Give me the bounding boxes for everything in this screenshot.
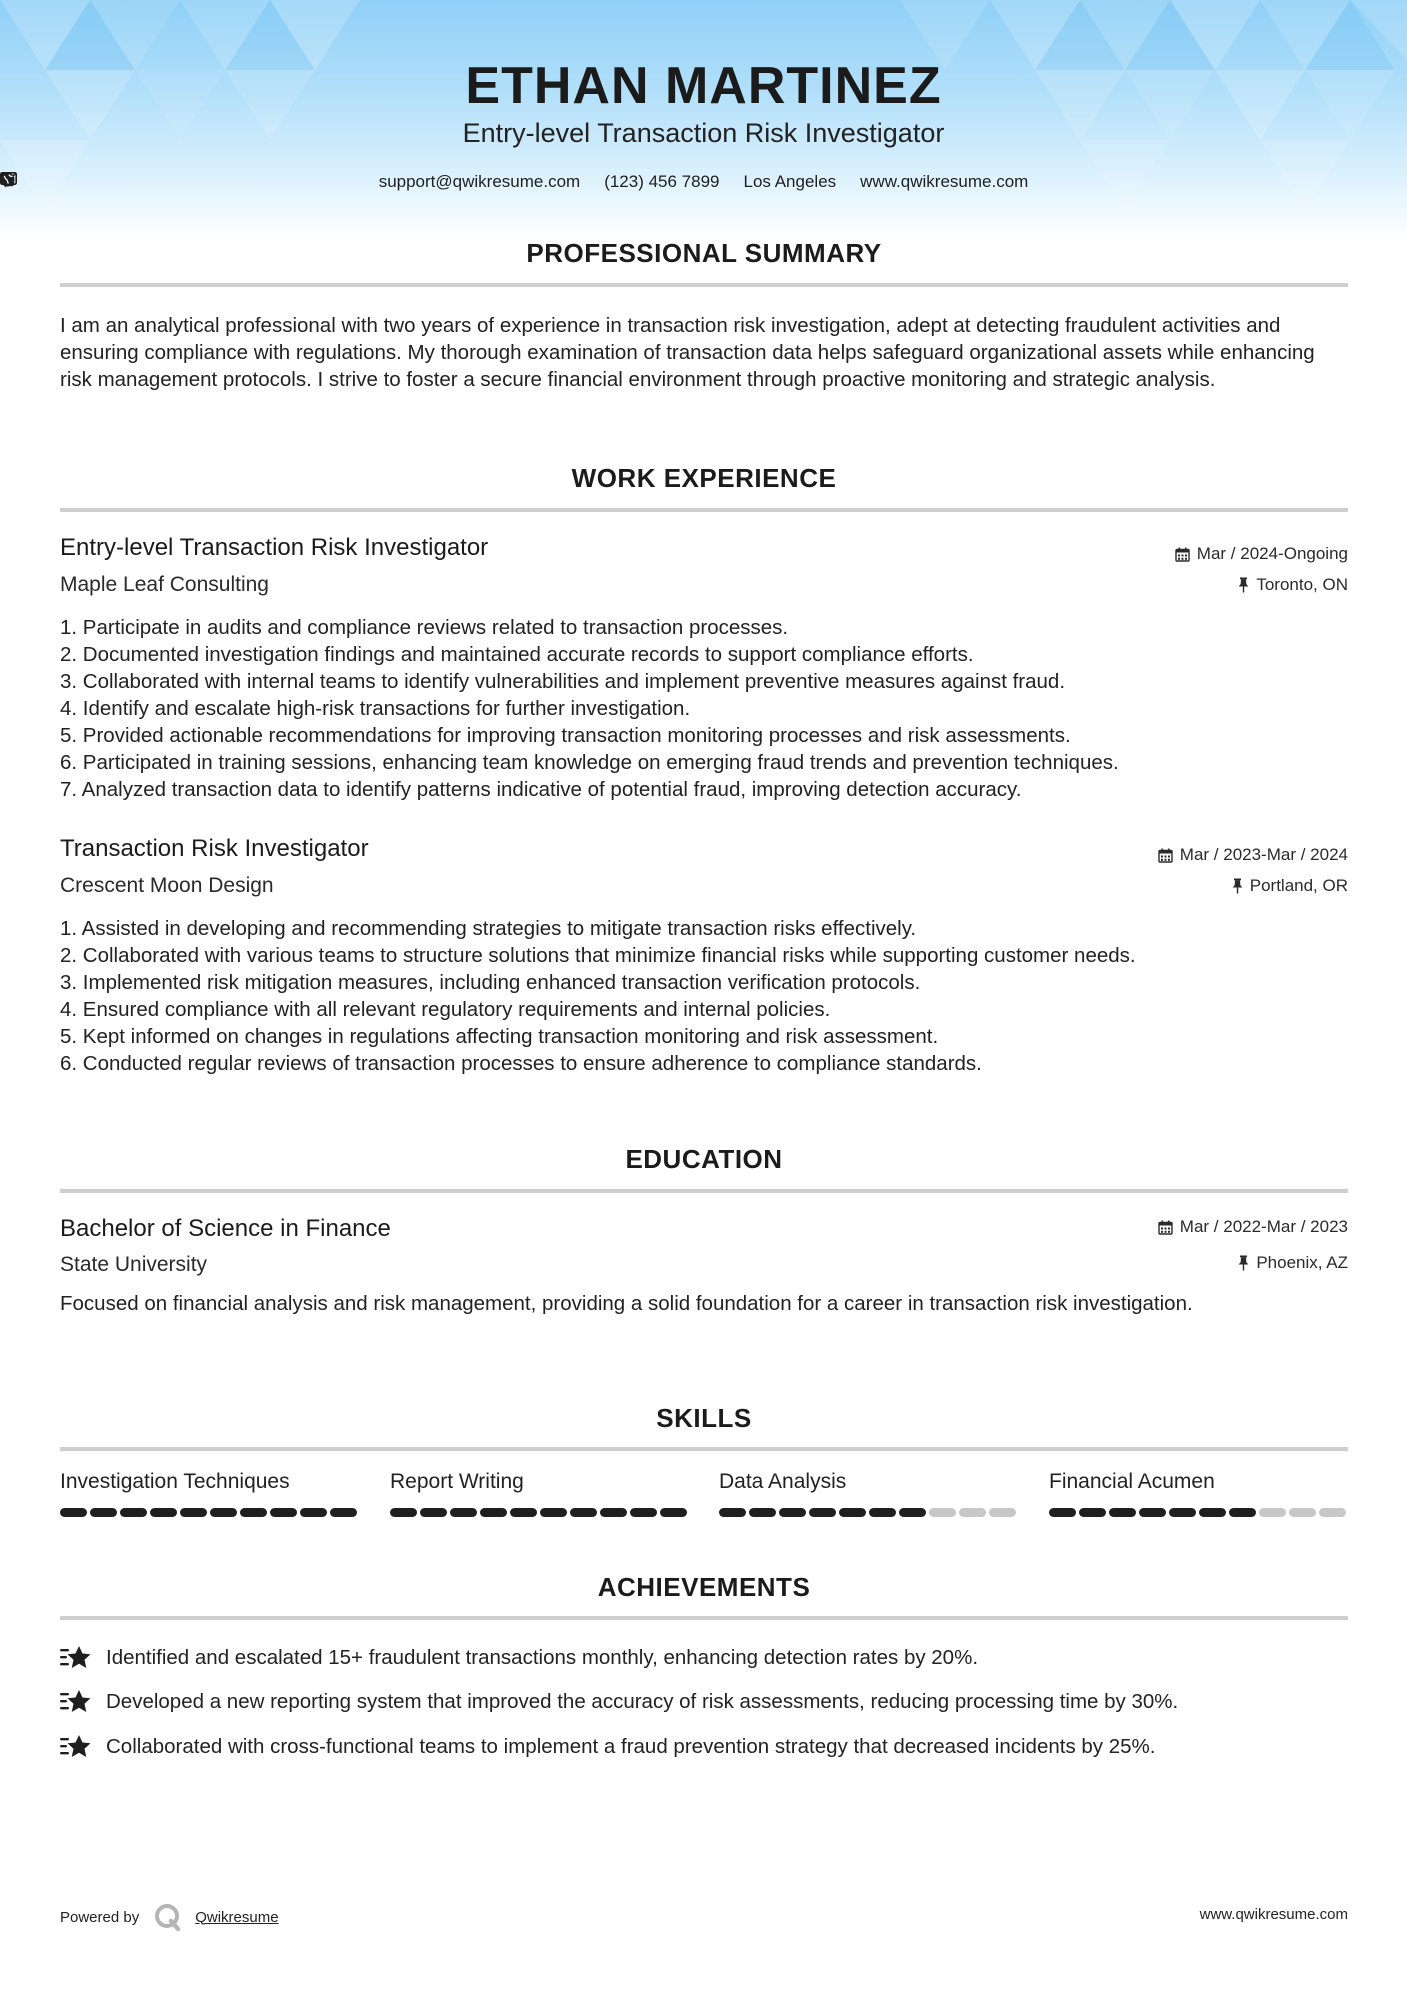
qwikresume-link[interactable]: Qwikresume: [195, 1908, 279, 1926]
list-item: 7. Analyzed transaction data to identify patterns indicative of potential fraud, improving detection accuracy.: [60, 778, 1022, 801]
skill-segment-empty: [959, 1508, 986, 1517]
calendar-icon: [1158, 848, 1173, 863]
skill-segment-empty: [989, 1508, 1016, 1517]
skill-item: [390, 1470, 690, 1517]
skill-segment-filled: [660, 1508, 687, 1517]
skill-segment-filled: [600, 1508, 627, 1517]
skill-segment-filled: [300, 1508, 327, 1517]
skill-label: Report Writing: [390, 1470, 524, 1493]
list-item: 2. Collaborated with various teams to structure solutions that minimize financial risks while supporting customer needs.: [60, 944, 1136, 967]
skill-segment-filled: [779, 1508, 806, 1517]
qwikresume-logo-icon: [153, 1902, 183, 1932]
skill-segment-filled: [150, 1508, 177, 1517]
contact-phone[interactable]: [604, 172, 719, 192]
list-item: 6. Conducted regular reviews of transaction processes to ensure adherence to compliance standards.: [60, 1052, 982, 1075]
skill-segment-filled: [540, 1508, 567, 1517]
skill-segment-filled: [480, 1508, 507, 1517]
list-item: 6. Participated in training sessions, enhancing team knowledge on emerging fraud trends and prevention techniques.: [60, 751, 1119, 774]
job-1-location-text: Toronto, ON: [1256, 575, 1348, 594]
skill-item: [1049, 1470, 1349, 1517]
skill-label: Financial Acumen: [1049, 1470, 1215, 1493]
job-1-date: [1175, 544, 1348, 564]
skill-bar: [390, 1508, 690, 1517]
job-2-bullets: [60, 915, 1360, 1077]
achievement-item: [60, 1645, 1360, 1671]
education-heading: EDUCATION: [625, 1144, 783, 1174]
achievement-item: [60, 1734, 1360, 1760]
education-degree: Bachelor of Science in Finance: [60, 1215, 391, 1242]
skill-segment-filled: [120, 1508, 147, 1517]
summary-heading: PROFESSIONAL SUMMARY: [526, 238, 882, 268]
skill-label: Investigation Techniques: [60, 1470, 290, 1493]
summary-text: I am an analytical professional with two years of experience in transaction risk investigation, adept at detecting fraudulent activities and ensuring compliance with regulations. My thorough examination of transaction data helps safeguard organizational assets while enhancing risk management protocols. I strive to foster a secure financial environment through proactive monitoring and strategic analysis.: [60, 314, 1315, 391]
skill-segment-empty: [1319, 1508, 1346, 1517]
list-item: 4. Ensured compliance with all relevant regulatory requirements and internal policies.: [60, 998, 831, 1021]
footer-website[interactable]: www.qwikresume.com: [1199, 1906, 1348, 1923]
contact-location: [744, 172, 837, 192]
skill-segment-filled: [450, 1508, 477, 1517]
job-2-location-text: Portland, OR: [1249, 876, 1348, 895]
shooting-star-icon: [60, 1689, 92, 1715]
skill-segment-filled: [1199, 1508, 1226, 1517]
skill-bar: [719, 1508, 1019, 1517]
skill-segment-empty: [929, 1508, 956, 1517]
pushpin-icon: [1238, 1255, 1249, 1271]
globe-icon: [0, 172, 15, 187]
job-2-date-text: Mar / 2023-Mar / 2024: [1179, 845, 1348, 864]
skill-segment-filled: [1139, 1508, 1166, 1517]
skill-segment-empty: [1259, 1508, 1286, 1517]
skill-segment-filled: [809, 1508, 836, 1517]
skill-segment-filled: [1229, 1508, 1256, 1517]
experience-heading: WORK EXPERIENCE: [571, 463, 837, 493]
skill-segment-filled: [240, 1508, 267, 1517]
skill-segment-filled: [1109, 1508, 1136, 1517]
job-1-company: Maple Leaf Consulting: [60, 573, 269, 596]
education-location-text: Phoenix, AZ: [1256, 1253, 1348, 1272]
list-item: 3. Implemented risk mitigation measures, including enhanced transaction verification protocols.: [60, 971, 921, 994]
list-item: 5. Kept informed on changes in regulations affecting transaction monitoring and risk assessment.: [60, 1025, 939, 1048]
header-banner: [0, 0, 1407, 240]
candidate-role: Entry-level Transaction Risk Investigator: [462, 118, 945, 148]
skill-segment-filled: [420, 1508, 447, 1517]
phone-text: (123) 456 7899: [604, 172, 720, 191]
contact-email[interactable]: [379, 172, 581, 192]
skill-segment-filled: [390, 1508, 417, 1517]
job-1-location: [1238, 575, 1348, 595]
skill-segment-filled: [869, 1508, 896, 1517]
skill-segment-filled: [749, 1508, 776, 1517]
footer-powered-by: [60, 1902, 279, 1932]
list-item: 2. Documented investigation findings and maintained accurate records to support compliance efforts.: [60, 643, 974, 666]
skill-segment-filled: [270, 1508, 297, 1517]
shooting-star-icon: [60, 1645, 92, 1671]
skill-segment-filled: [1079, 1508, 1106, 1517]
education-date-text: Mar / 2022-Mar / 2023: [1179, 1217, 1348, 1236]
skills-heading: SKILLS: [656, 1403, 752, 1433]
skill-segment-filled: [1049, 1508, 1076, 1517]
education-date: [1158, 1217, 1348, 1237]
calendar-icon: [1158, 1220, 1173, 1235]
achievements-divider: [60, 1616, 1348, 1620]
summary-divider: [60, 283, 1348, 287]
job-2-company: Crescent Moon Design: [60, 874, 274, 897]
skill-segment-filled: [719, 1508, 746, 1517]
skill-segment-filled: [899, 1508, 926, 1517]
contact-bar: [0, 172, 1407, 192]
achievement-text: Developed a new reporting system that improved the accuracy of risk assessments, reducing processing time by 30%.: [106, 1690, 1179, 1713]
education-description: Focused on financial analysis and risk management, providing a solid foundation for a career in transaction risk investigation.: [60, 1292, 1193, 1315]
experience-divider: [60, 508, 1348, 512]
contact-website[interactable]: [860, 172, 1028, 192]
job-1-date-text: Mar / 2024-Ongoing: [1196, 544, 1348, 563]
skill-bar: [60, 1508, 360, 1517]
skill-segment-filled: [510, 1508, 537, 1517]
skill-segment-filled: [570, 1508, 597, 1517]
job-1-title: Entry-level Transaction Risk Investigator: [60, 534, 489, 561]
job-2-title: Transaction Risk Investigator: [60, 835, 369, 862]
education-divider: [60, 1189, 1348, 1193]
powered-by-label: Powered by: [60, 1908, 140, 1926]
education-school: State University: [60, 1253, 208, 1276]
candidate-name: ETHAN MARTINEZ: [465, 57, 942, 115]
skill-item: [719, 1470, 1019, 1517]
skill-segment-empty: [1289, 1508, 1316, 1517]
skill-segment-filled: [1169, 1508, 1196, 1517]
website-text: www.qwikresume.com: [860, 172, 1029, 191]
skill-segment-filled: [60, 1508, 87, 1517]
email-text: support@qwikresume.com: [378, 172, 581, 191]
achievement-item: [60, 1689, 1360, 1715]
pushpin-icon: [1232, 878, 1243, 894]
list-item: 1. Participate in audits and compliance reviews related to transaction processes.: [60, 616, 789, 639]
skill-segment-filled: [210, 1508, 237, 1517]
skills-divider: [60, 1447, 1348, 1451]
list-item: 5. Provided actionable recommendations for improving transaction monitoring processes and risk assessments.: [60, 724, 1071, 747]
calendar-icon: [1175, 547, 1190, 562]
achievement-text: Collaborated with cross-functional teams to implement a fraud prevention strategy that decreased incidents by 25%.: [106, 1735, 1156, 1758]
skill-segment-filled: [330, 1508, 357, 1517]
shooting-star-icon: [60, 1734, 92, 1760]
skill-segment-filled: [630, 1508, 657, 1517]
skill-bar: [1049, 1508, 1349, 1517]
skill-segment-filled: [839, 1508, 866, 1517]
list-item: 4. Identify and escalate high-risk transactions for further investigation.: [60, 697, 691, 720]
job-2-location: [1232, 876, 1348, 896]
skill-label: Data Analysis: [719, 1470, 847, 1493]
education-location: [1238, 1253, 1348, 1273]
skill-segment-filled: [180, 1508, 207, 1517]
location-text: Los Angeles: [743, 172, 837, 191]
list-item: 1. Assisted in developing and recommending strategies to mitigate transaction risks effectively.: [60, 917, 917, 940]
job-2-date: [1158, 845, 1348, 865]
achievements-heading: ACHIEVEMENTS: [597, 1572, 811, 1602]
skill-segment-filled: [90, 1508, 117, 1517]
pushpin-icon: [1238, 577, 1249, 593]
achievement-text: Identified and escalated 15+ fraudulent transactions monthly, enhancing detection rates by 20%.: [106, 1646, 979, 1669]
list-item: 3. Collaborated with internal teams to identify vulnerabilities and implement preventive measures against fraud.: [60, 670, 1066, 693]
skill-item: [60, 1470, 360, 1517]
job-1-bullets: [60, 614, 1360, 803]
